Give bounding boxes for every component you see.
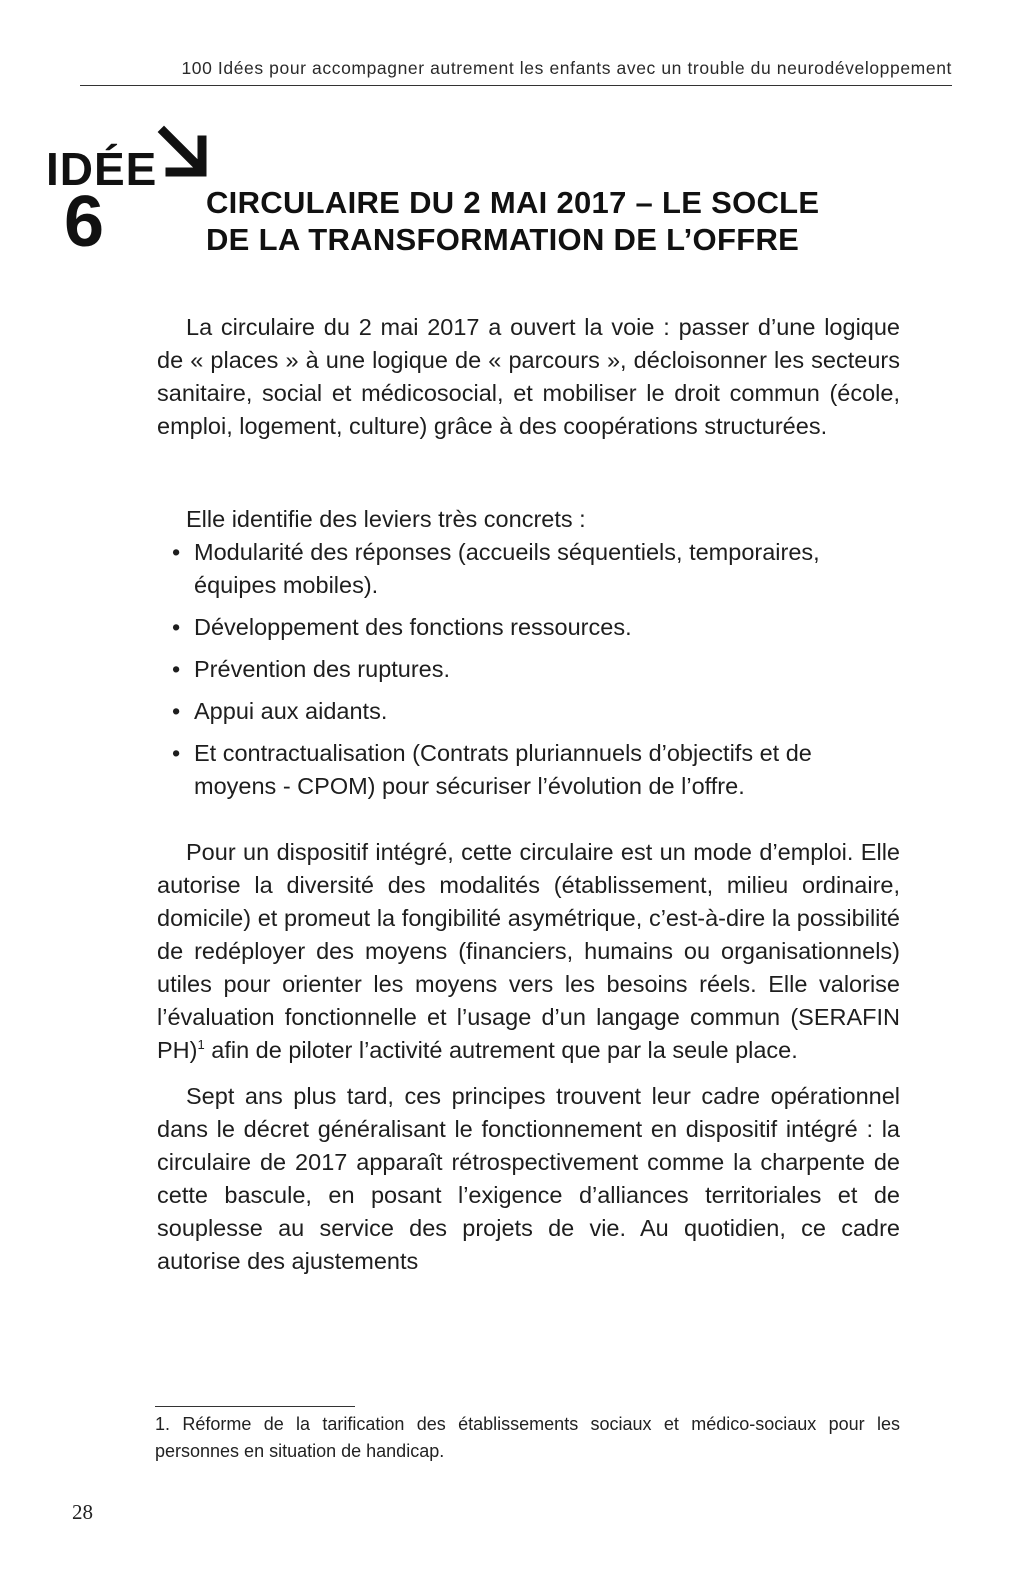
arrow-down-right-icon	[150, 120, 214, 184]
bullet-icon: •	[172, 614, 181, 640]
idea-number: 6	[64, 182, 105, 262]
list-item: • Et contractualisation (Contrats pluriannuels d’objectifs et de moyens - CPOM) pour sécuriser l’évolution de l’offre.	[157, 737, 900, 803]
bullet-icon: •	[172, 539, 181, 565]
bullet-icon: •	[172, 656, 181, 682]
paragraph-3: Sept ans plus tard, ces principes trouvent leur cadre opérationnel dans le décret généralisant le fonctionnement en dispositif intégré : la circulaire de 2017 apparaît rétrospectivement comme la charpente de cette bascule, en posant l’exigence d’alliances territoriales et de souplesse au service des projets de vie. Au quotidien, ce cadre autorise des ajustements	[157, 1083, 900, 1274]
header-rule	[80, 85, 952, 86]
running-header: 100 Idées pour accompagner autrement les enfants avec un trouble du neurodéveloppement	[181, 58, 952, 78]
idea-title	[206, 184, 906, 258]
list-item: • Appui aux aidants.	[157, 695, 900, 728]
footnote: 1. Réforme de la tarification des établissements sociaux et médico-sociaux pour les personnes en situation de handicap.	[155, 1414, 900, 1461]
paragraph-2: Pour un dispositif intégré, cette circulaire est un mode d’emploi. Elle autorise la diversité des modalités (établissement, milieu ordinaire, domicile) et promeut la fongibilité asymétrique, c’est-à-dire la possibilité de redéployer des moyens (financiers, humains ou organisationnels) utiles pour orienter les moyens vers les besoins réels. Elle valorise l’évaluation fonctionnelle et l’usage d’un langage commun (SERAFIN PH)$^1$ afin de piloter l’activité autrement que par la seule place.	[157, 839, 900, 1063]
list-item: • Modularité des réponses (accueils séquentiels, temporaires, équipes mobiles).	[157, 536, 900, 602]
paragraph-1: La circulaire du 2 mai 2017 a ouvert la voie : passer d’une logique de « places » à une logique de « parcours », décloisonner les secteurs sanitaire, social et médicosocial, et mobiliser le droit commun (école, emploi, logement, culture) grâce à des coopérations structurées.	[157, 314, 900, 439]
levers-intro: Elle identifie des leviers très concrets :	[186, 506, 586, 532]
bullet-icon: •	[172, 740, 181, 766]
footnote-rule	[155, 1406, 355, 1407]
list-item: • Développement des fonctions ressources.	[157, 611, 900, 644]
idea-label: IDÉE	[46, 143, 158, 195]
levers-block	[157, 503, 900, 812]
idea-title-line-2: DE LA TRANSFORMATION DE L’OFFRE	[206, 222, 800, 257]
paragraph-1-block	[157, 311, 900, 443]
idea-title-line-1: CIRCULAIRE DU 2 MAI 2017 – LE SOCLE	[206, 185, 820, 220]
levers-list	[157, 536, 900, 803]
footnote-ref[interactable]: 1	[197, 1037, 205, 1053]
bullet-icon: •	[172, 698, 181, 724]
page-number: 28	[72, 1500, 93, 1524]
list-item: • Prévention des ruptures.	[157, 653, 900, 686]
paragraphs-block	[157, 836, 900, 1278]
